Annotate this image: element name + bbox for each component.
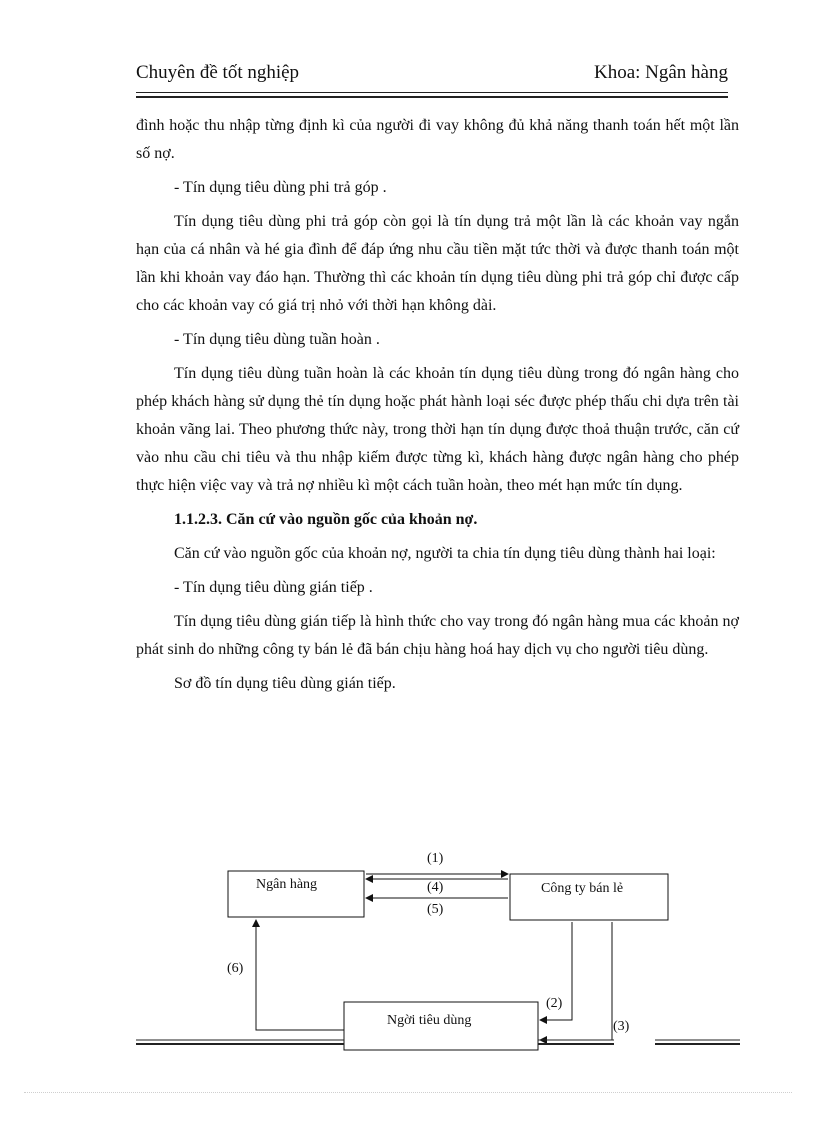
retailer-label: Công ty bán lẻ	[541, 881, 624, 896]
arrow-6-line	[256, 920, 344, 1030]
arrow-2-label: (2)	[546, 996, 563, 1011]
bullet-item: - Tín dụng tiêu dùng gián tiếp .	[174, 579, 373, 596]
bank-label: Ngân hàng	[256, 877, 318, 892]
arrow-6-label: (6)	[227, 961, 244, 976]
paragraph: Sơ đồ tín dụng tiêu dùng gián tiếp.	[174, 675, 396, 692]
paragraph: đình hoặc thu nhập từng định kì của người đi vay không đủ khả năng thanh toán hết một lần số nợ.	[136, 117, 739, 162]
arrow-3-label: (3)	[613, 1019, 630, 1034]
arrow-4-label: (4)	[427, 880, 444, 895]
consumer-label: Ngời tiêu dùng	[387, 1013, 472, 1028]
arrow-1-label: (1)	[427, 851, 444, 866]
section-heading: 1.1.2.3. Căn cứ vào nguồn gốc của khoản nợ.	[174, 511, 478, 528]
page-bottom-divider	[24, 1092, 792, 1093]
paragraph: Tín dụng tiêu dùng gián tiếp là hình thức cho vay trong đó ngân hàng mua các khoản nợ phát sinh do những công ty bán lẻ đã bán chịu hàng hoá hay dịch vụ cho người tiêu dùng.	[136, 613, 739, 658]
header-department: Khoa: Ngân hàng	[593, 62, 728, 83]
bullet-item: - Tín dụng tiêu dùng phi trả góp .	[174, 179, 387, 196]
arrow-3-line	[540, 922, 612, 1040]
paragraph: Tín dụng tiêu dùng tuần hoàn là các khoản tín dụng tiêu dùng trong đó ngân hàng cho phép khách hàng sử dụng thẻ tín dụng hoặc phát hành loại séc được phép thấu chi dựa trên tài khoản vãng lai. Theo phương thức này, trong thời hạn tín dụng được thoả thuận trước, căn cứ vào nhu cầu chi tiêu và thu nhập kiếm được từng kì, khách hàng được ngân hàng cho phép thực hiện việc vay và trả nợ nhiều kì một cách tuần hoàn, theo mét hạn mức tín dụng.	[136, 365, 739, 494]
header-title: Chuyên đề tốt nghiệp	[136, 62, 300, 83]
bullet-item: - Tín dụng tiêu dùng tuần hoàn .	[174, 331, 380, 348]
arrow-5-label: (5)	[427, 902, 444, 917]
paragraph: Căn cứ vào nguồn gốc của khoản nợ, người ta chia tín dụng tiêu dùng thành hai loại:	[174, 545, 716, 562]
paragraph: Tín dụng tiêu dùng phi trả góp còn gọi là tín dụng trả một lần là các khoản vay ngắn hạn của cá nhân và hé gia đình để đáp ứng nhu cầu tiền mặt tức thời và được thanh toán một lần khi khoản vay đáo hạn. Thường thì các khoản tín dụng tiêu dùng phi trả góp chỉ được cấp cho các khoản vay có giá trị nhỏ với thời hạn không dài.	[136, 213, 739, 314]
